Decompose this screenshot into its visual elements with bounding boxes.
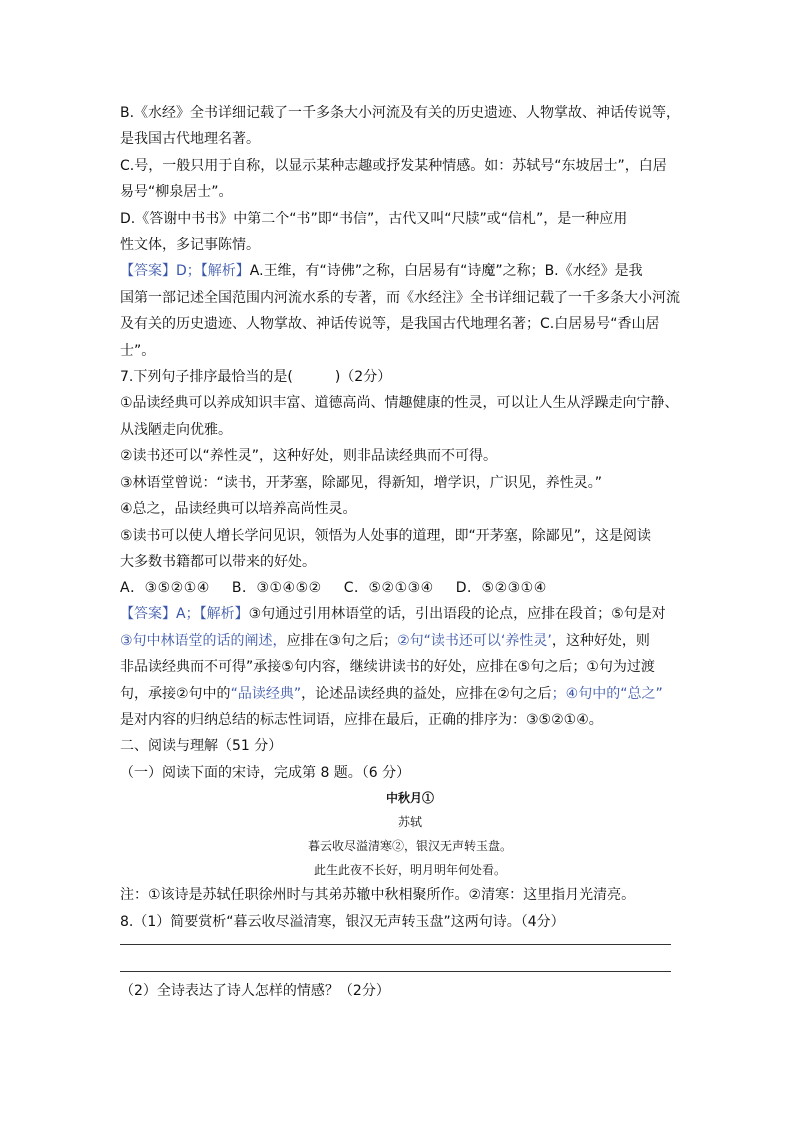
answer-highlight: ②句“读书还可以‘养性灵’ — [397, 632, 552, 649]
poem-block — [140, 786, 680, 882]
q7-sentence-5b: 大多数书籍都可以带来的好处。 — [120, 553, 316, 570]
poem-line-1: 暮云收尽溢清寒②，银汉无声转玉盘。 — [307, 839, 512, 854]
q7-option-a: A．③⑤②①④ — [120, 580, 210, 597]
q7-answer-line4 — [120, 681, 680, 707]
q7-sentence-4: ④总之，品读经典可以培养高尚性灵。 — [120, 501, 357, 518]
answer-text: ，论述品读经典的益处，应排在②句之后 — [301, 685, 552, 702]
q7-answer-line2 — [120, 628, 680, 654]
q8-part1: 8.（1）简要赏析“暮云收尽溢清寒，银汉无声转玉盘”这两句诗。（4分） — [120, 913, 565, 930]
section-heading: 二、阅读与理解（51 分） — [120, 738, 283, 755]
q7-answer-line1 — [120, 601, 680, 627]
q6-option-c-line2: 易号“柳泉居士”。 — [120, 184, 233, 201]
answer-highlight: “品读经典” — [230, 685, 302, 702]
poem-author: 苏轼 — [397, 815, 422, 830]
q7-sentence-2: ②读书还可以“养性灵”，这种好处，则非品读经典而不可得。 — [120, 448, 498, 465]
q7-answer-line3: 非品读经典而不可得”承接⑤句内容，继续讲读书的好处，应排在⑤句之后；①句为过渡 — [120, 659, 655, 676]
answer-text: 句，承接②句中的 — [120, 685, 231, 702]
poem-line-2: 此生此夜不长好，明月明年何处看。 — [313, 863, 506, 878]
q7-options — [120, 575, 680, 601]
q6-option-b-line2: 是我国古代地理名著。 — [120, 131, 260, 148]
q6-answer-line1 — [120, 258, 680, 284]
q7-sentence-1a: ①品读经典可以养成知识丰富、道德高尚、情趣健康的性灵，可以让人生从浮躁走向宁静、 — [120, 395, 679, 412]
answer-text: ③句通过引用林语堂的话，引出语段的论点，应排在段首；⑤句是对 — [248, 606, 666, 623]
q6-answer-line3: 及有关的历史遗迹、人物掌故、神话传说等，是我国古代地理名著；C.白居易号“香山居 — [120, 316, 660, 333]
answer-highlight: ；④句中的“总之” — [551, 685, 663, 702]
q8-part2: （2）全诗表达了诗人怎样的情感？（2分） — [120, 982, 390, 999]
q6-option-d-line2: 性文体，多记事陈情。 — [120, 237, 260, 254]
answer-tag: 【答案】A；【解析】 — [120, 606, 249, 623]
poem-note: 注：①该诗是苏轼任职徐州时与其弟苏辙中秋相聚所作。②清寒：这里指月光清亮。 — [120, 887, 636, 904]
q6-answer-line2: 国第一部记述全国范围内河流水系的专著，而《水经注》全书详细记载了一千多条大小河流 — [120, 289, 680, 306]
q7-option-b: B．③①④⑤② — [231, 580, 322, 597]
q7-sentence-1b: 从浅陋走向优雅。 — [120, 421, 232, 438]
q7-answer-line5: 是对内容的归纳总结的标志性词语，应排在最后，正确的排序为：③⑤②①④。 — [120, 711, 603, 728]
answer-text: 应排在③句之后； — [286, 632, 398, 649]
q7-stem: 7.下列句子排序最恰当的是( )（2分） — [120, 369, 392, 386]
q7-sentence-3: ③林语堂曾说：“读书，开茅塞，除鄙见，得新知，增学识，广识见，养性灵。” — [120, 474, 603, 491]
answer-text: A.王维，有“诗佛”之称，白居易有“诗魔”之称；B.《水经》是我 — [249, 263, 643, 280]
q7-sentence-5a: ⑤读书可以使人增长学问见识，领悟为人处事的道理，即“开茅塞，除鄙见”，这是阅读 — [120, 527, 652, 544]
answer-highlight: ③句中林语堂的话的阐述， — [120, 632, 287, 649]
q7-option-c: C．⑤②①③④ — [343, 580, 434, 597]
q6-option-d-line1: D.《答谢中书书》中第二个“书”即“书信”，古代又叫“尺牍”或“信札”，是一种应用 — [120, 210, 628, 227]
q6-answer-line4: 士”。 — [120, 342, 156, 359]
q6-option-c-line1: C.号，一般只用于自称，以显示某种志趣或抒发某种情感。如：苏轼号“东坡居士”，白居 — [120, 157, 667, 174]
poem-title: 中秋月① — [385, 791, 434, 806]
section-subheading: （一）阅读下面的宋诗，完成第 8 题。（6 分） — [120, 764, 411, 781]
q6-option-b-line1: B.《水经》全书详细记载了一千多条大小河流及有关的历史遗迹、人物掌故、神话传说等， — [120, 105, 681, 121]
answer-text: ，这种好处，则 — [551, 632, 650, 649]
document-page — [120, 100, 680, 1004]
q7-option-d: D．⑤②③①④ — [455, 580, 547, 597]
answer-tag: 【答案】D；【解析】 — [120, 263, 250, 280]
